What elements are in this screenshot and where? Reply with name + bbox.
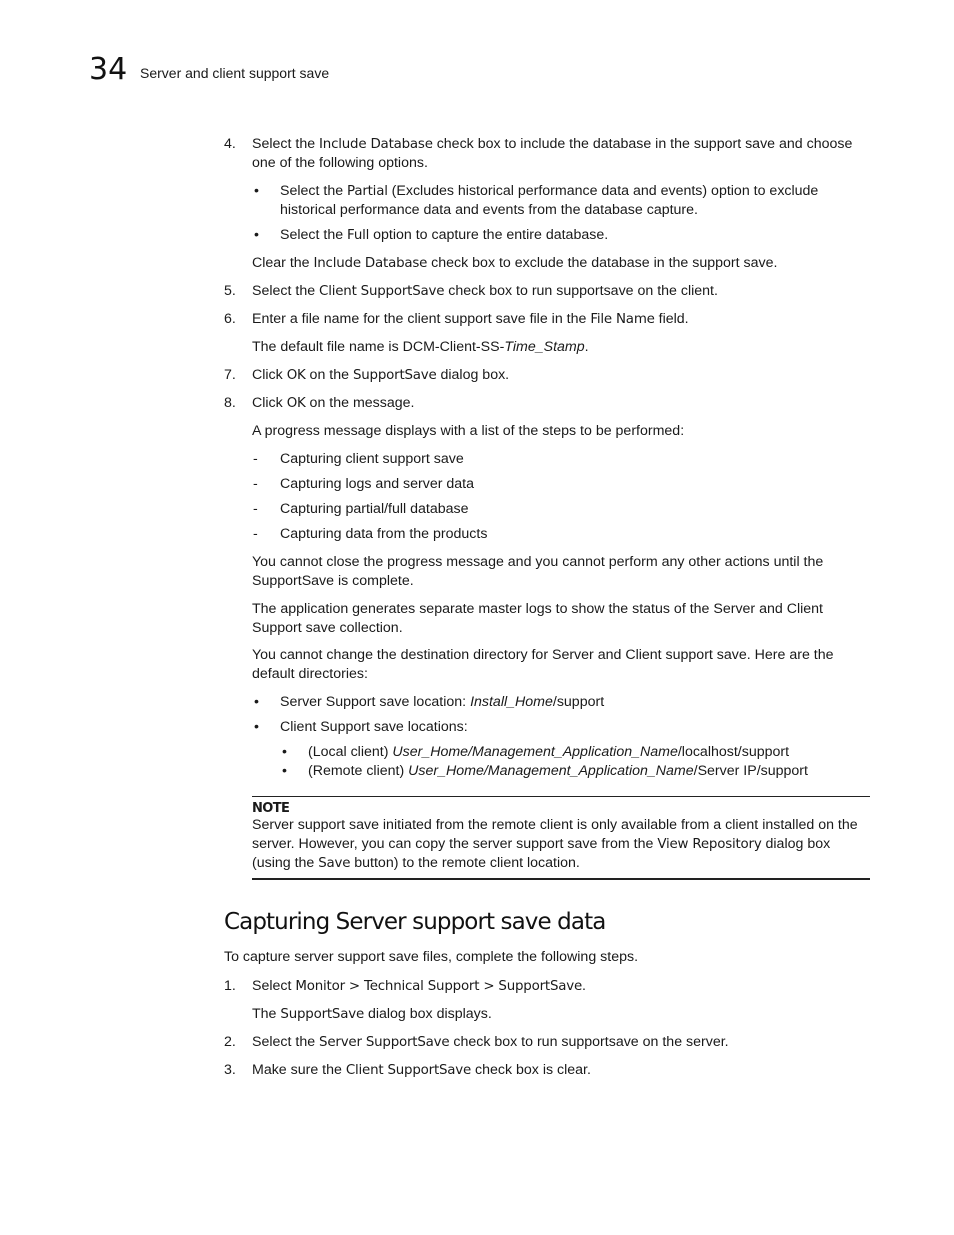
note-bottom-rule [252, 878, 870, 880]
server-step-1-sub: The SupportSave dialog box displays. [252, 1006, 492, 1022]
note-text: Server support save initiated from the remote client is only available from a client installed on the server. However, you can copy the server support save from the View Repository dialog box (using the Save button) to the remote client location. [252, 817, 858, 871]
chapter-title: Server and client support save [140, 65, 330, 81]
paragraph-cannot-close: You cannot close the progress message and you cannot perform any other actions until the SupportSave is complete. [252, 554, 824, 589]
server-step-1-text: Select Monitor > Technical Support > SupportSave. [252, 978, 586, 994]
progress-step: Capturing partial/full database [280, 501, 469, 517]
step-number: 1. [224, 978, 236, 994]
paragraph-master-logs: The application generates separate master logs to show the status of the Server and Client Support save collection. [252, 601, 823, 636]
chapter-number: 34 [89, 52, 128, 87]
step-number: 4. [224, 136, 236, 152]
note-top-rule [252, 796, 870, 797]
step-number: 5. [224, 283, 236, 299]
step-number: 7. [224, 367, 236, 383]
step-number: 2. [224, 1034, 236, 1050]
step-number: 8. [224, 395, 236, 411]
bullet: • [254, 227, 259, 243]
local-client-location: (Local client) User_Home/Management_Application_Name/localhost/support [308, 744, 790, 760]
option-full: Select the Full option to capture the entire database. [280, 227, 609, 243]
default-file-name-text: The default file name is DCM-Client-SS-Time_Stamp. [252, 339, 589, 355]
step-7-text: Click OK on the SupportSave dialog box. [252, 367, 510, 383]
dash-marker: - [253, 476, 258, 492]
section-intro: To capture server support save files, complete the following steps. [224, 949, 639, 965]
server-step-3-text: Make sure the Client SupportSave check box is clear. [252, 1062, 591, 1078]
option-partial: Select the Partial (Excludes historical performance data and events) option to exclude historical performance data and events from the database capture. [280, 183, 819, 218]
remote-client-location: (Remote client) User_Home/Management_Application_Name/Server IP/support [308, 763, 808, 779]
step-8-text: Click OK on the message. [252, 395, 415, 411]
paragraph-directories: You cannot change the destination directory for Server and Client support save. Here are the default directories: [252, 647, 834, 682]
bullet: • [282, 763, 287, 779]
bullet: • [282, 744, 287, 760]
step-4-text: Select the Include Database check box to include the database in the support save and choose one of the following options. [252, 136, 853, 171]
progress-step: Capturing client support save [280, 451, 464, 467]
bullet: • [254, 719, 259, 735]
dash-marker: - [253, 526, 258, 542]
step-5-text: Select the Client SupportSave check box to run supportsave on the client. [252, 283, 718, 299]
dash-marker: - [253, 451, 258, 467]
bullet: • [254, 183, 259, 199]
progress-step: Capturing logs and server data [280, 476, 475, 492]
progress-message-text: A progress message displays with a list of the steps to be performed: [252, 423, 685, 439]
dash-marker: - [253, 501, 258, 517]
step-number: 3. [224, 1062, 236, 1078]
step-6-text: Enter a file name for the client support save file in the File Name field. [252, 311, 689, 327]
clear-include-database-text: Clear the Include Database check box to exclude the database in the support save. [252, 255, 778, 271]
note-label: NOTE [252, 801, 290, 816]
server-location: Server Support save location: Install_Home/support [280, 694, 605, 710]
server-step-2-text: Select the Server SupportSave check box to run supportsave on the server. [252, 1034, 729, 1050]
bullet: • [254, 694, 259, 710]
client-locations: Client Support save locations: [280, 719, 468, 735]
progress-step: Capturing data from the products [280, 526, 488, 542]
step-number: 6. [224, 311, 236, 327]
section-heading: Capturing Server support save data [224, 909, 606, 935]
